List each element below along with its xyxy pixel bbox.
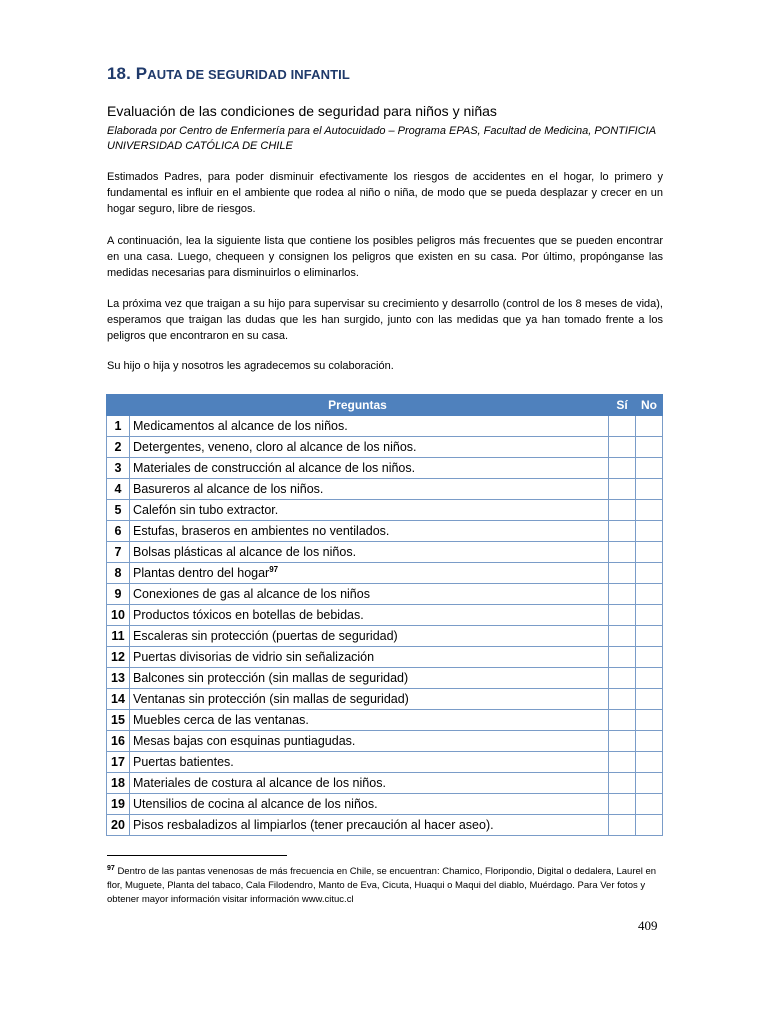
answer-yes-cell[interactable] bbox=[609, 563, 636, 584]
answer-yes-cell[interactable] bbox=[609, 752, 636, 773]
answer-yes-cell[interactable] bbox=[609, 605, 636, 626]
answer-no-cell[interactable] bbox=[636, 815, 663, 836]
question-number: 11 bbox=[107, 626, 130, 647]
question-label: Detergentes, veneno, cloro al alcance de los niños. bbox=[133, 440, 417, 454]
answer-yes-cell[interactable] bbox=[609, 773, 636, 794]
answer-yes-cell[interactable] bbox=[609, 626, 636, 647]
next-visit-paragraph: La próxima vez que traigan a su hijo para supervisar su crecimiento y desarrollo (control de los 8 meses de vida), esperamos que traigan las dudas que les han surgido, junto con las medidas que ya han tomado frente a los peligros que encontraron en su casa. bbox=[107, 298, 663, 342]
question-number: 3 bbox=[107, 458, 130, 479]
thanks-paragraph: Su hijo o hija y nosotros les agradecemos su colaboración. bbox=[107, 360, 394, 372]
answer-no-cell[interactable] bbox=[636, 542, 663, 563]
safety-checklist-table bbox=[106, 394, 663, 836]
table-row bbox=[107, 668, 663, 689]
question-label: Mesas bajas con esquinas puntiagudas. bbox=[133, 734, 356, 748]
question-text bbox=[130, 731, 609, 752]
question-text bbox=[130, 563, 609, 584]
question-text bbox=[130, 626, 609, 647]
table-row bbox=[107, 542, 663, 563]
question-number: 12 bbox=[107, 647, 130, 668]
question-text bbox=[130, 647, 609, 668]
chapter-title-rest: AUTA DE SEGURIDAD INFANTIL bbox=[147, 67, 350, 82]
answer-no-cell[interactable] bbox=[636, 731, 663, 752]
question-label: Productos tóxicos en botellas de bebidas. bbox=[133, 608, 364, 622]
table-row bbox=[107, 521, 663, 542]
table-row bbox=[107, 794, 663, 815]
answer-no-cell[interactable] bbox=[636, 647, 663, 668]
table-row bbox=[107, 752, 663, 773]
question-number: 17 bbox=[107, 752, 130, 773]
question-text bbox=[130, 521, 609, 542]
chapter-title-initial: P bbox=[135, 64, 148, 83]
answer-no-cell[interactable] bbox=[636, 563, 663, 584]
question-number: 19 bbox=[107, 794, 130, 815]
answer-yes-cell[interactable] bbox=[609, 584, 636, 605]
question-number: 16 bbox=[107, 731, 130, 752]
question-text bbox=[130, 416, 609, 437]
question-label: Ventanas sin protección (sin mallas de seguridad) bbox=[133, 692, 409, 706]
table-row bbox=[107, 773, 663, 794]
answer-no-cell[interactable] bbox=[636, 479, 663, 500]
table-row bbox=[107, 647, 663, 668]
question-number: 20 bbox=[107, 815, 130, 836]
answer-yes-cell[interactable] bbox=[609, 479, 636, 500]
answer-no-cell[interactable] bbox=[636, 626, 663, 647]
question-label: Utensilios de cocina al alcance de los niños. bbox=[133, 797, 378, 811]
table-row bbox=[107, 626, 663, 647]
question-number: 14 bbox=[107, 689, 130, 710]
header-questions: Preguntas bbox=[107, 395, 609, 416]
chapter-number: 18. bbox=[107, 64, 131, 83]
question-number: 5 bbox=[107, 500, 130, 521]
answer-yes-cell[interactable] bbox=[609, 815, 636, 836]
answer-no-cell[interactable] bbox=[636, 416, 663, 437]
question-number: 18 bbox=[107, 773, 130, 794]
footnote-divider bbox=[107, 855, 287, 856]
answer-yes-cell[interactable] bbox=[609, 542, 636, 563]
answer-no-cell[interactable] bbox=[636, 521, 663, 542]
footnote-reference: 97 bbox=[269, 565, 279, 575]
intro-paragraph: Estimados Padres, para poder disminuir efectivamente los riesgos de accidentes en el hogar, lo primero y fundamental es influir en el ambiente que rodea al niño o niña, de modo que se pueda desplazar y crecer en un hogar seguro, libre de riesgos. bbox=[107, 171, 663, 215]
question-text bbox=[130, 500, 609, 521]
question-label: Puertas batientes. bbox=[133, 755, 234, 769]
answer-no-cell[interactable] bbox=[636, 437, 663, 458]
question-label: Muebles cerca de las ventanas. bbox=[133, 713, 309, 727]
question-label: Pisos resbaladizos al limpiarlos (tener precaución al hacer aseo). bbox=[133, 818, 494, 832]
answer-yes-cell[interactable] bbox=[609, 689, 636, 710]
question-number: 13 bbox=[107, 668, 130, 689]
table-row bbox=[107, 689, 663, 710]
table-row bbox=[107, 416, 663, 437]
question-label: Balcones sin protección (sin mallas de seguridad) bbox=[133, 671, 409, 685]
answer-yes-cell[interactable] bbox=[609, 521, 636, 542]
question-number: 2 bbox=[107, 437, 130, 458]
header-yes: Sí bbox=[609, 395, 636, 416]
page-number: 409 bbox=[638, 918, 658, 933]
answer-yes-cell[interactable] bbox=[609, 500, 636, 521]
section-subtitle: Evaluación de las condiciones de seguridad para niños y niñas bbox=[107, 103, 497, 119]
answer-yes-cell[interactable] bbox=[609, 437, 636, 458]
answer-no-cell[interactable] bbox=[636, 689, 663, 710]
footnote-text: Dentro de las pantas venenosas de más frecuencia en Chile, se encuentran: Chamico, Floripondio, Digital o dedalera, Laurel en flor, Muguete, Planta del tabaco, Cala Filodendro, Manto de Eva, Cicuta, Huaqui o Maqui del diablo, Muérdago. Para Ver fotos y obtener mayor información visitar información www.cituc.cl bbox=[107, 866, 657, 906]
table-header-row bbox=[107, 395, 663, 416]
question-number: 6 bbox=[107, 521, 130, 542]
footnote-marker: 97 bbox=[107, 865, 115, 872]
question-text bbox=[130, 605, 609, 626]
question-label: Basureros al alcance de los niños. bbox=[133, 482, 324, 496]
answer-yes-cell[interactable] bbox=[609, 668, 636, 689]
question-text bbox=[130, 668, 609, 689]
question-text bbox=[130, 437, 609, 458]
question-text bbox=[130, 689, 609, 710]
question-label: Materiales de construcción al alcance de los niños. bbox=[133, 461, 416, 475]
answer-yes-cell[interactable] bbox=[609, 647, 636, 668]
table-row bbox=[107, 605, 663, 626]
answer-no-cell[interactable] bbox=[636, 584, 663, 605]
answer-no-cell[interactable] bbox=[636, 773, 663, 794]
question-text bbox=[130, 815, 609, 836]
question-number: 4 bbox=[107, 479, 130, 500]
question-text bbox=[130, 458, 609, 479]
question-number: 7 bbox=[107, 542, 130, 563]
question-number: 1 bbox=[107, 416, 130, 437]
table-row bbox=[107, 710, 663, 731]
question-label: Calefón sin tubo extractor. bbox=[133, 503, 279, 517]
question-text bbox=[130, 479, 609, 500]
answer-no-cell[interactable] bbox=[636, 710, 663, 731]
question-label: Medicamentos al alcance de los niños. bbox=[133, 419, 348, 433]
chapter-title bbox=[107, 64, 350, 84]
question-number: 8 bbox=[107, 563, 130, 584]
table-row bbox=[107, 500, 663, 521]
question-number: 10 bbox=[107, 605, 130, 626]
table-row bbox=[107, 731, 663, 752]
question-label: Plantas dentro del hogar bbox=[133, 566, 270, 581]
question-text bbox=[130, 710, 609, 731]
instructions-paragraph: A continuación, lea la siguiente lista que contiene los posibles peligros más frecuentes que se pueden encontrar en una casa. Luego, chequeen y consignen los peligros que existen en su casa. Por último, propónganse las medidas necesarias para disminuirlos o eliminarlos. bbox=[107, 235, 663, 279]
table-row bbox=[107, 458, 663, 479]
answer-yes-cell[interactable] bbox=[609, 458, 636, 479]
table-row bbox=[107, 479, 663, 500]
question-label: Puertas divisorias de vidrio sin señalización bbox=[133, 650, 375, 664]
question-label: Bolsas plásticas al alcance de los niños. bbox=[133, 545, 357, 559]
answer-no-cell[interactable] bbox=[636, 668, 663, 689]
footnote bbox=[107, 862, 667, 907]
answer-no-cell[interactable] bbox=[636, 458, 663, 479]
question-text bbox=[130, 794, 609, 815]
answer-no-cell[interactable] bbox=[636, 752, 663, 773]
table-row bbox=[107, 437, 663, 458]
table-row bbox=[107, 563, 663, 584]
answer-yes-cell[interactable] bbox=[609, 416, 636, 437]
question-text bbox=[130, 752, 609, 773]
question-label: Estufas, braseros en ambientes no ventilados. bbox=[133, 524, 390, 538]
question-text bbox=[130, 584, 609, 605]
answer-yes-cell[interactable] bbox=[609, 710, 636, 731]
answer-no-cell[interactable] bbox=[636, 794, 663, 815]
table-row bbox=[107, 584, 663, 605]
answer-yes-cell[interactable] bbox=[609, 731, 636, 752]
header-no: No bbox=[636, 395, 663, 416]
question-number: 9 bbox=[107, 584, 130, 605]
credit-line: Elaborada por Centro de Enfermería para el Autocuidado – Programa EPAS, Facultad de Medicina, PONTIFICIA UNIVERSIDAD CATÓLICA DE CHILE bbox=[107, 125, 656, 152]
answer-no-cell[interactable] bbox=[636, 500, 663, 521]
question-label: Conexiones de gas al alcance de los niños bbox=[133, 587, 370, 601]
question-label: Materiales de costura al alcance de los niños. bbox=[133, 776, 386, 790]
question-number: 15 bbox=[107, 710, 130, 731]
question-text bbox=[130, 773, 609, 794]
answer-yes-cell[interactable] bbox=[609, 794, 636, 815]
question-label: Escaleras sin protección (puertas de seguridad) bbox=[133, 629, 398, 643]
answer-no-cell[interactable] bbox=[636, 605, 663, 626]
question-text bbox=[130, 542, 609, 563]
table-row bbox=[107, 815, 663, 836]
